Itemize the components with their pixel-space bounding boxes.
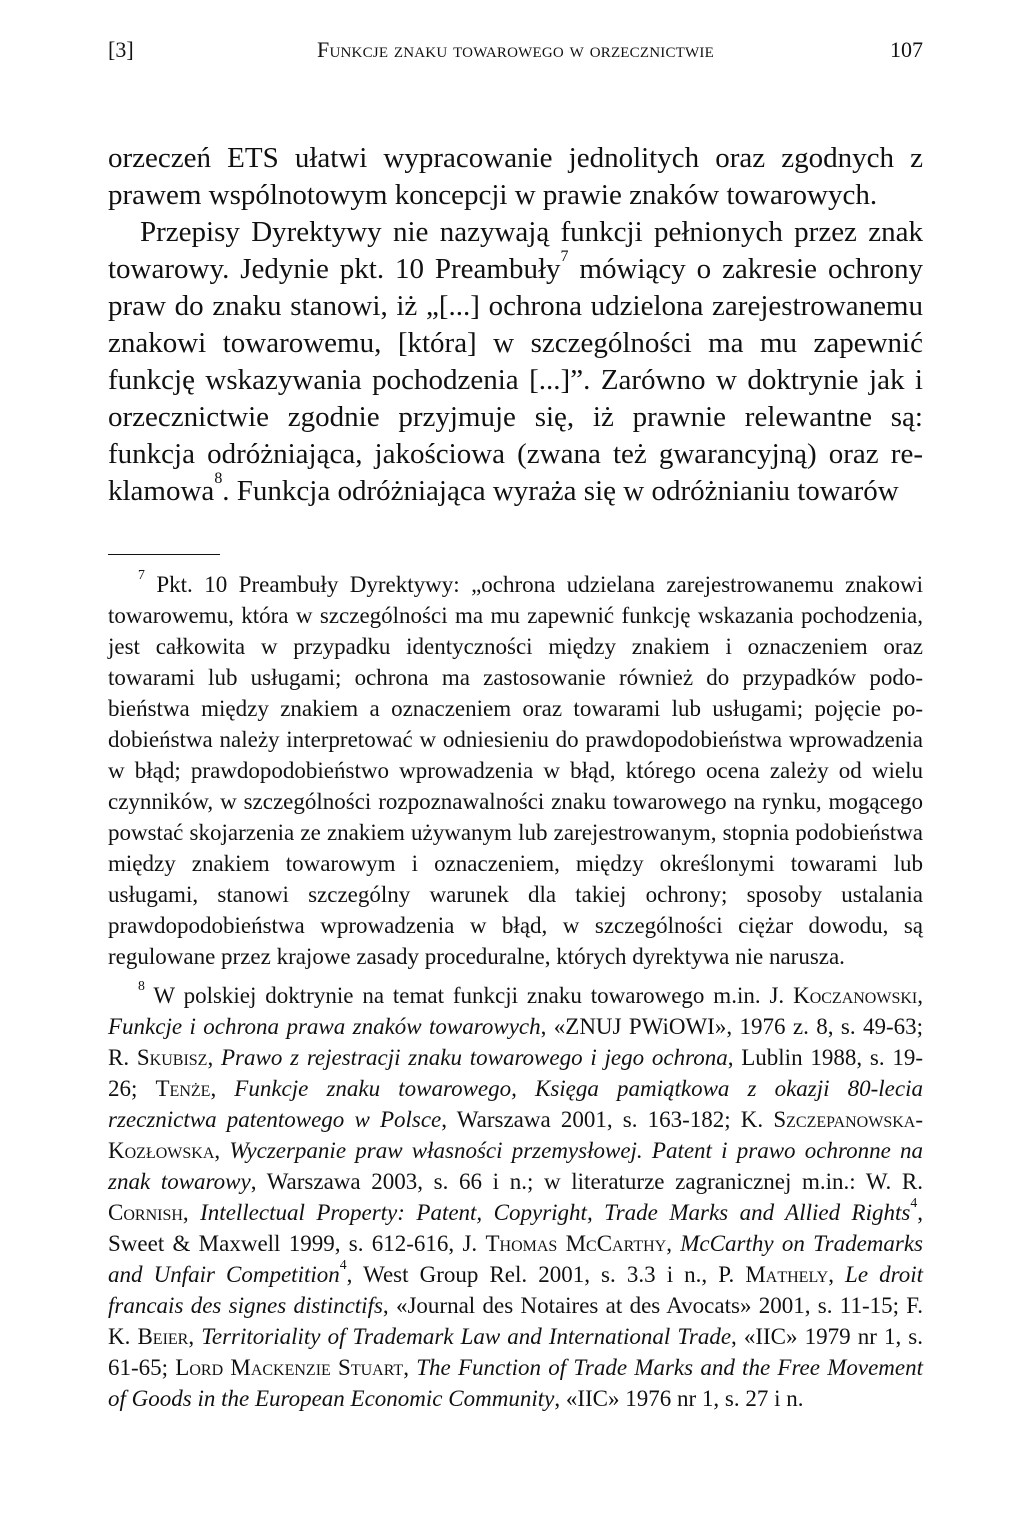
fn8-author: Szczepanowska-Kozłowska [108,1107,923,1163]
fn8-text: , Sweet & Maxwell 1999, s. 612-616, J. [108,1200,923,1256]
footnote-ref-8[interactable]: 8 [214,469,223,487]
fn8-text: , [214,1138,230,1163]
fn8-work-title: Funkcje znaku towarowego, Księga pamiątkowa z okazji 80-lecia rzecznictwa patentowego w Polsce [108,1076,923,1132]
fn8-text: , [182,1200,201,1225]
fn8-text: , [666,1231,681,1256]
book-page [108,30,923,1422]
fn8-text: , Warszawa 2003, s. 66 i n.; w literaturze zagranicznej m.in.: W. R. [250,1169,923,1194]
section-label: [3] [108,37,134,62]
footnote-7 [108,566,923,972]
fn8-text: , «Journal des Notaires at des Avocats» 2001, s. 11-15; F. K. [108,1293,924,1349]
fn8-work-title: The Function of Trade Marks and the Free Movement of Goods in the European Economic Community [108,1355,923,1411]
paragraph-2-part-3: . Funkcja odróżniająca wyraża się w odróżnianiu towarów [222,475,899,507]
fn8-author: Koczanowski [793,983,918,1008]
footnote-8-marker: 8 [138,977,145,993]
fn8-text: , [210,1076,235,1101]
footnote-7-marker: 7 [138,566,145,582]
fn8-edition-marker: 4 [910,1194,918,1210]
fn8-text: , [188,1324,202,1349]
footnote-8 [108,977,924,1414]
fn8-text: , [828,1262,846,1287]
paragraph-1-text: orzeczeń ETS ułatwi wypracowanie jednolitych oraz zgodnych z prawem wspólnotowym koncepcji w prawie znaków towarowych. [108,142,923,211]
fn8-author: Tenże [155,1076,211,1101]
fn8-work-title: McCarthy on Trademarks and Unfair Competition [108,1231,924,1287]
page-number: 107 [890,37,923,62]
fn8-work-title: Funkcje i ochrona prawa znaków towarowych [108,1014,541,1039]
footnote-7-text: Pkt. 10 Preambuły Dyrektywy: „ochrona udzielana zarejestrowanemu znakowi towarowemu, która w szczególności ma mu zapewnić funkcję wskazania pochodzenia, jest całkowita w przypadku identyczności między znakiem i oznaczeniem oraz towarami lub usługami; ochrona ma zastosowanie również do przypadków podobieństwa między znakiem a oznaczeniem oraz towarami lub usługami; pojęcie podobieństwa należy interpretować w odniesieniu do prawdopodobieństwa wprowadzenia w błąd; prawdopodobieństwo wprowadzenia w błąd, którego ocena zależy od wielu czynników, w szczególności rozpoznawalności znaku towarowego na rynku, mogącego powstać skojarzenia ze znakiem używanym lub zarejestrowanym, stopnia podobieństwa między znakiem towarowym i oznaczeniem, między określonymi towarami lub usługami, stanowi szczególny warunek dla takiej ochrony; sposoby ustalania prawdopodobieństwa wprowadzenia w błąd, w szczególności ciężar dowodu, są regulowane przez krajowe zasady proceduralne, których dyrektywa nie narusza. [108,572,923,969]
fn8-edition-marker: 4 [339,1256,347,1272]
fn8-author: Skubisz [136,1045,208,1070]
fn8-text: , Warszawa 2001, s. 163-182; K. [441,1107,774,1132]
paragraph-2 [108,214,923,510]
fn8-text: W polskiej doktrynie na temat funkcji znaku towarowego m.in. J. [153,983,794,1008]
fn8-author: Cornish [108,1200,183,1225]
fn8-author: Mathely [745,1262,829,1287]
paragraph-2-part-1: Przepisy Dyrektywy nie nazywają funkcji pełnionych przez znak towarowy. Jedynie pkt. 10 Preambuły [108,216,923,285]
fn8-author: Lord Mackenzie Stuart [175,1355,404,1380]
paragraph-2-part-2: mówiący o zakresie ochrony praw do znaku stanowi, iż „[...] ochrona udzielona zarejestrowanemu znakowi towarowemu, [która] w szczególności ma mu zapewnić funkcję wskazywania pochodzenia [...]”. Zarówno w doktrynie jak i orzecznictwie zgodnie przyjmuje się, iż prawnie relewantne są: funkcja odróżniająca, jakościowa (zwana też gwarancyjną) oraz reklamowa [108,253,923,507]
fn8-work-title: Wyczerpanie praw własności przemysłowej. Patent i prawo ochronne na znak towarowy [108,1138,923,1194]
footnote-ref-7[interactable]: 7 [560,247,569,265]
main-text [108,140,923,510]
fn8-work-title: Intellectual Property: Patent, Copyright, Trade Marks and Allied Rights [200,1200,911,1225]
fn8-text: , [403,1355,417,1380]
fn8-author: Thomas McCarthy [485,1231,667,1256]
fn8-work-title: Prawo z rejestracji znaku towarowego i jego ochrona [220,1045,728,1070]
fn8-author: Beier [137,1324,189,1349]
running-title: Funkcje znaku towarowego w orzecznictwie [317,37,714,62]
fn8-text: , Lublin 1988, s. 19-26; [108,1045,924,1101]
fn8-work-title: Territoriality of Trademark Law and International Trade [201,1324,732,1349]
footnotes [108,566,924,1414]
fn8-text: , «IIC» 1979 nr 1, s. 61-65; [108,1324,923,1380]
paragraph-1 [108,140,923,214]
fn8-text: , [917,983,923,1008]
footnote-separator [108,554,220,555]
fn8-text: , [207,1045,221,1070]
fn8-text: , West Group Rel. 2001, s. 3.3 i n., P. [346,1262,746,1287]
fn8-work-title: Le droit francais des signes distinctifs [108,1262,923,1318]
fn8-text: , «IIC» 1976 nr 1, s. 27 i n. [554,1386,804,1411]
fn8-text: , «ZNUJ PWiOWI», 1976 z. 8, s. 49-63; R. [108,1014,924,1070]
running-header [108,30,923,70]
